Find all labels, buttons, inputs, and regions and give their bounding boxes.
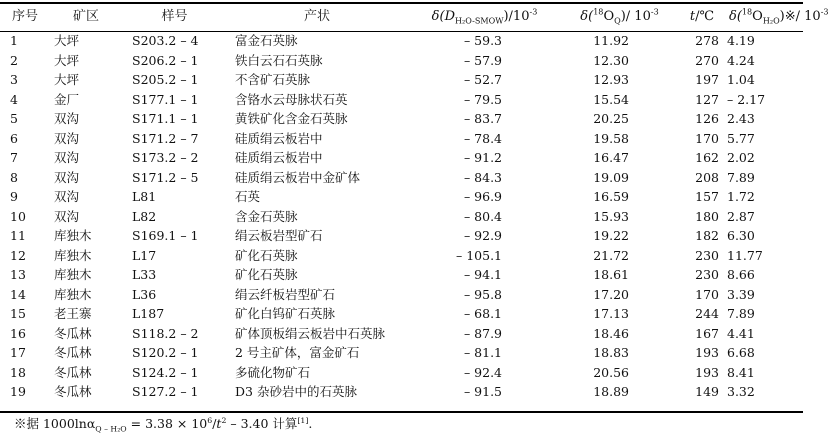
cell-delta-18o-water: 1.72	[727, 189, 755, 204]
cell-occurrence: 硅质绢云板岩中	[235, 130, 323, 146]
cell-delta-d: – 87.9	[463, 325, 502, 341]
cell-temperature: 157	[695, 189, 719, 204]
cell-delta-18o-water: 6.68	[727, 345, 755, 360]
cell-occurrence: 矿化石英脉	[235, 267, 298, 282]
isotope-data-table	[0, 3, 829, 402]
cell-occurrence: 矿化白钨矿石英脉	[235, 306, 336, 321]
cell-delta-18o-water: 4.19	[727, 33, 755, 48]
cell-occurrence: 石英	[235, 189, 261, 204]
cell-delta-18o-water: 2.87	[727, 208, 755, 224]
cell-delta-18o-quartz: 15.93	[593, 208, 629, 224]
cell-area: 大坪	[54, 33, 80, 48]
cell-delta-d: – 84.3	[463, 169, 502, 185]
cell-delta-18o-water: 7.89	[727, 306, 755, 321]
cell-delta-d: – 52.7	[463, 72, 502, 87]
cell-area: 冬瓜林	[54, 364, 92, 380]
cell-no: 8	[10, 169, 18, 185]
cell-area: 库独木	[54, 247, 92, 263]
cell-sample: S205.2 – 1	[132, 72, 199, 87]
cell-no: 12	[10, 247, 26, 263]
cell-temperature: 230	[695, 267, 719, 282]
cell-temperature: 193	[695, 345, 719, 360]
cell-sample: S206.2 – 1	[132, 52, 199, 68]
table-header-row	[0, 3, 803, 31]
cell-temperature: 167	[695, 325, 719, 341]
cell-no: 15	[10, 306, 26, 321]
cell-no: 17	[10, 345, 26, 360]
table-body	[0, 31, 803, 402]
cell-delta-18o-water: 4.24	[727, 52, 755, 68]
table-row	[0, 343, 803, 363]
cell-area: 冬瓜林	[54, 345, 92, 360]
cell-delta-18o-water: 6.30	[727, 228, 755, 243]
cell-occurrence: 铁白云石石英脉	[235, 52, 323, 68]
cell-delta-18o-quartz: 12.93	[593, 72, 629, 87]
cell-temperature: 197	[695, 72, 719, 87]
cell-delta-18o-quartz: 11.92	[593, 33, 629, 48]
cell-occurrence: 矿化石英脉	[235, 247, 298, 263]
cell-delta-18o-water: 5.77	[727, 130, 755, 146]
cell-delta-d: – 79.5	[463, 91, 502, 107]
cell-delta-18o-water: 2.02	[727, 150, 755, 165]
cell-delta-18o-quartz: 17.13	[593, 306, 629, 321]
cell-delta-18o-quartz: 12.30	[593, 52, 629, 68]
cell-no: 16	[10, 325, 26, 341]
cell-occurrence: 富金石英脉	[235, 33, 298, 48]
cell-area: 双沟	[54, 150, 80, 165]
footnote: ※据 $1000\ln\alpha_{Q - H_2O} = 3.38 \times 10^6/t^2 - 3.40$ 计算[1].	[14, 415, 313, 434]
cell-area: 库独木	[54, 267, 92, 282]
cell-delta-18o-quartz: 20.25	[593, 111, 629, 126]
cell-delta-18o-water: 8.41	[727, 364, 755, 380]
cell-occurrence: 不含矿石英脉	[235, 72, 311, 87]
cell-occurrence: 绢云纤板岩型矿石	[235, 286, 336, 302]
cell-occurrence: 硅质绢云板岩中	[235, 150, 323, 165]
table-row	[0, 265, 803, 285]
cell-no: 19	[10, 384, 26, 399]
header-delta-18o-quartz: $\delta(^{18}O_Q)/$ $10^{-3}$	[580, 7, 659, 26]
cell-temperature: 208	[695, 169, 719, 185]
cell-sample: S124.2 – 1	[132, 364, 199, 380]
table-row	[0, 129, 803, 149]
cell-sample: S173.2 – 2	[132, 150, 199, 165]
cell-delta-18o-water: – 2.17	[727, 91, 766, 107]
cell-temperature: 170	[695, 286, 719, 302]
cell-no: 3	[10, 72, 18, 87]
cell-delta-18o-quartz: 19.22	[593, 228, 629, 243]
cell-no: 10	[10, 208, 26, 224]
cell-sample: S171.2 – 7	[132, 130, 199, 146]
table-row	[0, 187, 803, 207]
cell-delta-d: – 78.4	[463, 130, 502, 146]
header-no: 序号	[11, 9, 38, 24]
cell-occurrence: 矿体顶板绢云板岩中石英脉	[235, 325, 386, 341]
cell-area: 库独木	[54, 286, 92, 302]
header-occurrence: 产状	[303, 9, 330, 24]
cell-delta-d: – 96.9	[463, 189, 502, 204]
cell-delta-d: – 95.8	[463, 286, 502, 302]
cell-sample: S127.2 – 1	[132, 384, 199, 399]
cell-delta-d: – 105.1	[455, 247, 502, 263]
cell-delta-d: – 59.3	[463, 33, 502, 48]
header-temperature: t/℃	[689, 9, 715, 24]
table-row	[0, 304, 803, 324]
table-row	[0, 226, 803, 246]
cell-temperature: 270	[695, 52, 719, 68]
table-row	[0, 246, 803, 266]
table-row	[0, 148, 803, 168]
table-row	[0, 285, 803, 305]
cell-delta-18o-quartz: 19.58	[593, 130, 629, 146]
cell-sample: S118.2 – 2	[132, 325, 199, 341]
table-row	[0, 363, 803, 383]
cell-area: 双沟	[54, 169, 80, 185]
table-row	[0, 168, 803, 188]
cell-delta-d: – 68.1	[463, 306, 502, 321]
cell-occurrence: 多硫化物矿石	[235, 364, 311, 380]
cell-delta-18o-quartz: 17.20	[593, 286, 629, 302]
cell-temperature: 127	[695, 91, 719, 107]
table-row	[0, 51, 803, 71]
cell-occurrence: 含金石英脉	[235, 208, 298, 224]
header-sample: 样号	[161, 9, 188, 24]
cell-delta-18o-quartz: 21.72	[593, 247, 629, 263]
cell-delta-d: – 81.1	[463, 345, 502, 360]
cell-area: 双沟	[54, 130, 80, 146]
cell-sample: L17	[132, 247, 157, 263]
cell-sample: L33	[132, 267, 157, 282]
cell-no: 7	[10, 150, 18, 165]
cell-delta-d: – 91.5	[463, 384, 502, 399]
table-row	[0, 382, 803, 402]
cell-temperature: 126	[695, 111, 719, 126]
cell-temperature: 162	[695, 150, 719, 165]
cell-delta-18o-water: 7.89	[727, 169, 755, 185]
cell-delta-18o-quartz: 16.47	[593, 150, 629, 165]
cell-delta-18o-quartz: 20.56	[593, 364, 629, 380]
cell-no: 14	[10, 286, 26, 302]
cell-delta-d: – 83.7	[463, 111, 502, 126]
cell-temperature: 182	[695, 228, 719, 243]
cell-sample: S177.1 – 1	[132, 91, 199, 107]
cell-delta-18o-water: 3.32	[727, 384, 755, 399]
cell-no: 13	[10, 267, 26, 282]
cell-sample: S169.1 – 1	[132, 228, 199, 243]
table-row	[0, 90, 803, 110]
table-row	[0, 109, 803, 129]
cell-no: 5	[10, 111, 18, 126]
header-delta-d: $\delta(D_{H_2O-SMOW})/10^{-3}$	[431, 7, 538, 26]
cell-area: 冬瓜林	[54, 325, 92, 341]
cell-delta-18o-water: 1.04	[727, 72, 755, 87]
cell-temperature: 230	[695, 247, 719, 263]
cell-delta-d: – 57.9	[463, 52, 502, 68]
cell-area: 冬瓜林	[54, 384, 92, 399]
cell-delta-d: – 94.1	[463, 267, 502, 282]
cell-area: 双沟	[54, 189, 80, 204]
cell-delta-d: – 91.2	[463, 150, 502, 165]
table-row	[0, 207, 803, 227]
cell-delta-18o-quartz: 18.89	[593, 384, 629, 399]
cell-area: 大坪	[54, 52, 80, 68]
cell-no: 2	[10, 52, 18, 68]
cell-no: 1	[10, 33, 18, 48]
cell-area: 库独木	[54, 228, 92, 243]
cell-sample: S171.1 – 1	[132, 111, 199, 126]
cell-delta-18o-water: 4.41	[727, 325, 755, 341]
cell-occurrence: D3 杂砂岩中的石英脉	[235, 384, 357, 399]
cell-delta-18o-quartz: 19.09	[593, 169, 629, 185]
cell-delta-d: – 92.9	[463, 228, 502, 243]
cell-temperature: 180	[695, 208, 719, 224]
header-delta-18o-water: $\delta(^{18}O_{H_2O})※/$ $10^{-3}$	[729, 7, 829, 26]
cell-delta-18o-quartz: 18.61	[593, 267, 629, 282]
cell-sample: L187	[132, 306, 165, 321]
table-row	[0, 31, 803, 51]
cell-temperature: 170	[695, 130, 719, 146]
cell-delta-18o-water: 11.77	[727, 247, 763, 263]
cell-sample: L36	[132, 286, 157, 302]
cell-occurrence: 2 号主矿体，富金矿石	[235, 345, 360, 360]
cell-area: 金厂	[54, 91, 80, 107]
cell-delta-18o-water: 8.66	[727, 267, 755, 282]
cell-no: 11	[10, 228, 26, 243]
cell-temperature: 193	[695, 364, 719, 380]
cell-area: 老王寨	[54, 306, 92, 321]
cell-temperature: 244	[695, 306, 719, 321]
cell-delta-18o-quartz: 18.46	[593, 325, 629, 341]
cell-sample: L82	[132, 208, 157, 224]
cell-no: 4	[10, 91, 18, 107]
cell-sample: S171.2 – 5	[132, 169, 199, 185]
cell-delta-d: – 92.4	[463, 364, 502, 380]
cell-area: 双沟	[54, 208, 80, 224]
cell-sample: S203.2 – 4	[132, 33, 199, 48]
cell-no: 9	[10, 189, 18, 204]
cell-delta-18o-quartz: 16.59	[593, 189, 629, 204]
cell-temperature: 278	[695, 33, 719, 48]
cell-temperature: 149	[695, 384, 719, 399]
table-row	[0, 70, 803, 90]
cell-occurrence: 含铬水云母脉状石英	[235, 91, 348, 107]
cell-delta-d: – 80.4	[463, 208, 502, 224]
bottom-rule	[0, 411, 803, 413]
cell-occurrence: 黄铁矿化含金石英脉	[235, 111, 348, 126]
cell-no: 18	[10, 364, 26, 380]
cell-delta-18o-quartz: 15.54	[593, 91, 629, 107]
cell-delta-18o-water: 3.39	[727, 286, 755, 302]
cell-occurrence: 绢云板岩型矿石	[235, 228, 323, 243]
cell-sample: S120.2 – 1	[132, 345, 199, 360]
cell-area: 大坪	[54, 72, 80, 87]
cell-sample: L81	[132, 189, 157, 204]
cell-area: 双沟	[54, 111, 80, 126]
cell-delta-18o-water: 2.43	[727, 111, 755, 126]
table-row	[0, 324, 803, 344]
cell-no: 6	[10, 130, 18, 146]
cell-occurrence: 硅质绢云板岩中金矿体	[235, 169, 361, 185]
header-area: 矿区	[72, 9, 99, 24]
cell-delta-18o-quartz: 18.83	[593, 345, 629, 360]
